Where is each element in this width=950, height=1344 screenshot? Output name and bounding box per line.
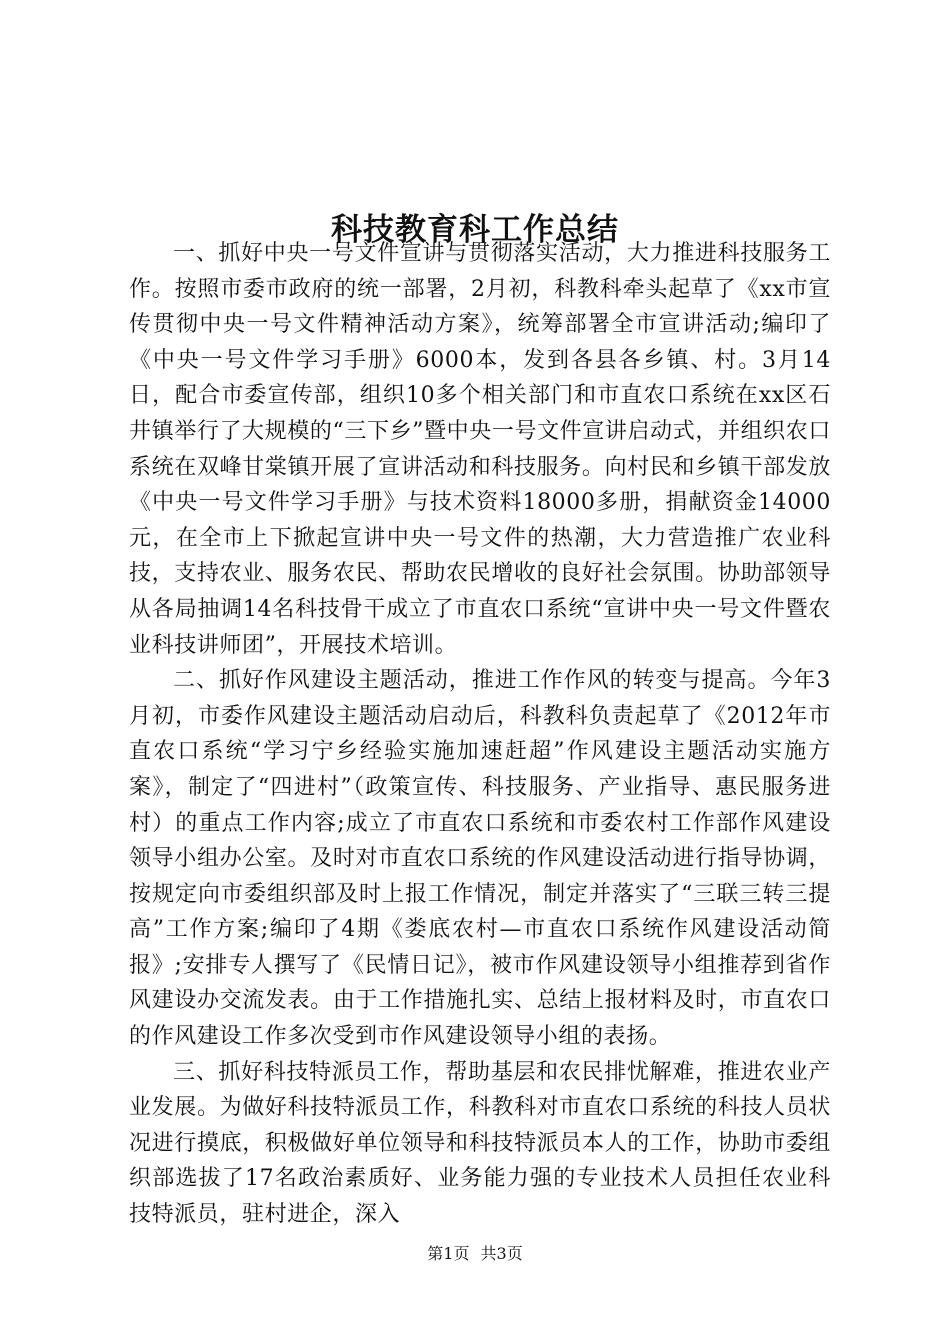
- page-footer: [0, 1242, 950, 1266]
- paragraph-3: 三、抓好科技特派员工作，帮助基层和农民排忧解难，推进农业产业发展。为做好科技特派员工作，科教科对市直农口系统的科技人员状况进行摸底，积极做好单位领导和科技特派员本人的工作，协助市委组织部选拔了17名政治素质好、业务能力强的专业技术人员担任农业科技特派员，驻村进企，深入: [129, 1059, 831, 1228]
- paragraph-2: 二、抓好作风建设主题活动，推进工作作风的转变与提高。今年3月初，市委作风建设主题活动启动后，科教科负责起草了《2012年市直农口系统“学习宁乡经验实施加速赶超”作风建设主题活动实施方案》，制定了“四进村”（政策宣传、科技服务、产业指导、惠民服务进村）的重点工作内容;成立了市直农口系统和市委农村工作部作风建设领导小组办公室。及时对市直农口系统的作风建设活动进行指导协调，按规定向市委组织部及时上报工作情况，制定并落实了“三联三转三提高”工作方案;编印了4期《娄底农村—市直农口系统作风建设活动简报》;安排专人撰写了《民情日记》，被市作风建设领导小组推荐到省作风建设办交流发表。由于工作措施扎实、总结上报材料及时，市直农口的作风建设工作多次受到市作风建设领导小组的表扬。: [129, 668, 831, 1050]
- document-body: [129, 236, 831, 1233]
- page-number: 第1页: [427, 1244, 470, 1263]
- document-title: 科技教育科工作总结: [331, 211, 619, 248]
- page-total: 共3页: [480, 1244, 523, 1263]
- paragraph-1: 一、抓好中央一号文件宣讲与贯彻落实活动，大力推进科技服务工作。按照市委市政府的统一部署，2月初，科教科牵头起草了《xx市宣传贯彻中央一号文件精神活动方案》，统筹部署全市宣讲活动;编印了《中央一号文件学习手册》6000本，发到各县各乡镇、村。3月14日，配合市委宣传部，组织10多个相关部门和市直农口系统在xx区石井镇举行了大规模的“三下乡”暨中央一号文件宣讲启动式，并组织农口系统在双峰甘棠镇开展了宣讲活动和科技服务。向村民和乡镇干部发放《中央一号文件学习手册》与技术资料18000多册，捐献资金14000元，在全市上下掀起宣讲中央一号文件的热潮，大力营造推广农业科技，支持农业、服务农民、帮助农民增收的良好社会氛围。协助部领导从各局抽调14名科技骨干成立了市直农口系统“宣讲中央一号文件暨农业科技讲师团”，开展技术培训。: [129, 241, 831, 658]
